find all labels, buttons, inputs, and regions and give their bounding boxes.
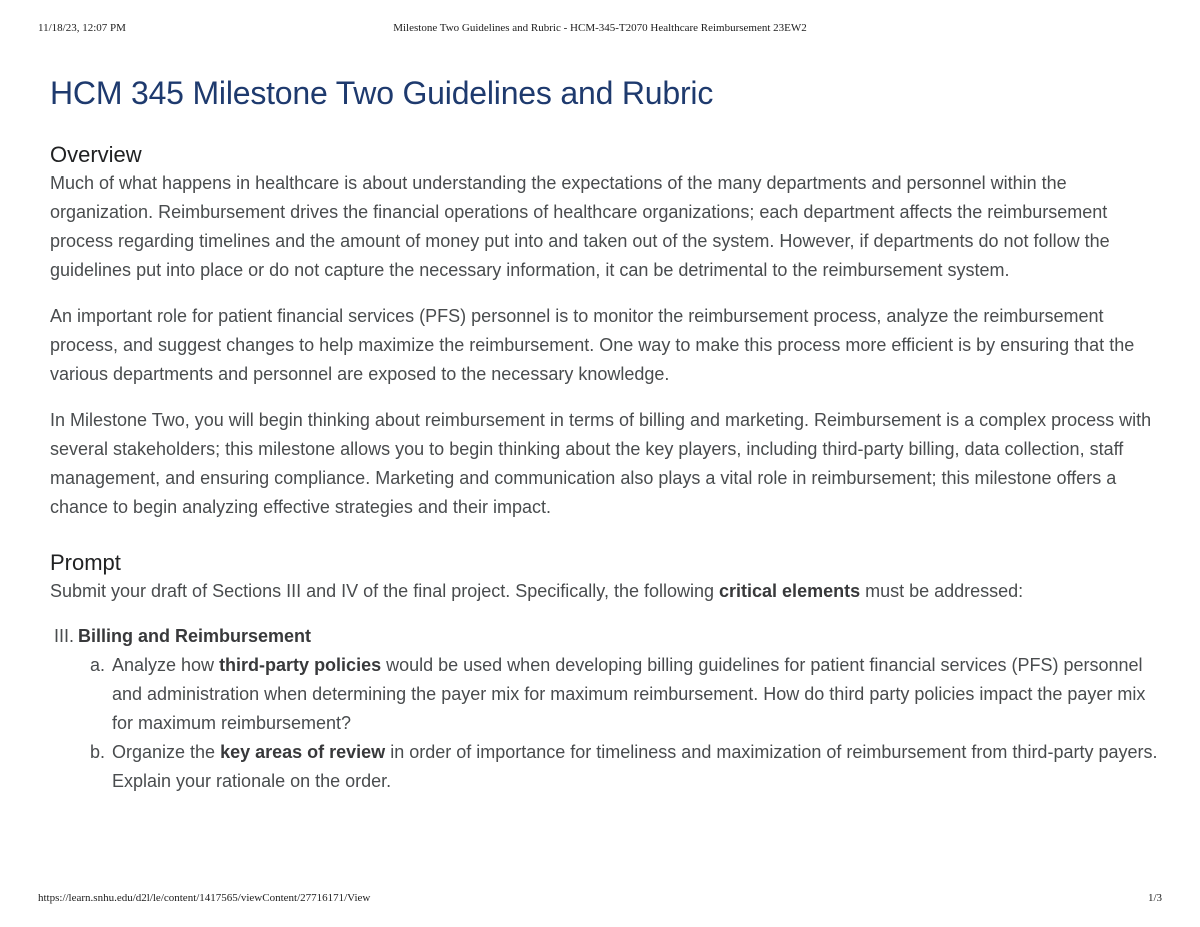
section-heading [54, 622, 1158, 651]
overview-paragraph-2: An important role for patient financial services (PFS) personnel is to monitor the reimbursement process, analyze the reimbursement process, and suggest changes to help maximize the reimbursement. One way to make this process more efficient is by ensuring that the various departments and personnel are exposed to the necessary knowledge. [50, 306, 1135, 384]
list-item-letter: a. [90, 655, 106, 675]
list-item-bold: third-party policies [219, 655, 382, 675]
prompt-heading: Prompt [50, 550, 121, 575]
overview-heading: Overview [50, 142, 142, 167]
section-number: III. [54, 626, 75, 646]
list-item-text-end: in order of importance for timeliness and maximization of reimbursement from third-party payers. Explain your rationale on the order. [112, 742, 1158, 791]
page-title: HCM 345 Milestone Two Guidelines and Rubric [50, 75, 714, 111]
overview-paragraph-3: In Milestone Two, you will begin thinking about reimbursement in terms of billing and marketing. Reimbursement is a complex process with several stakeholders; this milestone allows you to begin thinking about the key players, including third-party billing, data collection, staff management, and ensuring compliance. Marketing and communication also plays a vital role in reimbursement; this milestone offers a chance to begin analyzing effective strategies and their impact. [50, 410, 1152, 517]
print-footer [38, 892, 1162, 906]
overview-paragraph-1: Much of what happens in healthcare is about understanding the expectations of the many departments and personnel within the organization. Reimbursement drives the financial operations of healthcare organizations; each department affects the reimbursement process regarding timelines and the amount of money put into and taken out of the system. However, if departments do not follow the guidelines put into place or do not capture the necessary information, it can be detrimental to the reimbursement system. [50, 173, 1110, 280]
prompt-intro-bold: critical elements [719, 581, 861, 601]
document-content [50, 72, 1158, 796]
list-item-text: Analyze how [112, 655, 220, 675]
section-billing-reimbursement [50, 622, 1158, 796]
page-number: 1/3 [1147, 892, 1162, 904]
list-item-text: Organize the [112, 742, 221, 762]
print-document-title: Milestone Two Guidelines and Rubric - HCM-345-T2070 Healthcare Reimbursement 23EW2 [393, 22, 807, 34]
critical-elements-list [54, 651, 1158, 796]
list-item-text-end: would be used when developing billing guidelines for patient financial services (PFS) personnel and administration when determining the payer mix for maximum reimbursement. How do third party policies impact the payer mix for maximum reimbursement? [112, 655, 1146, 733]
list-item [54, 738, 1158, 796]
prompt-intro-text-end: must be addressed: [860, 581, 1024, 601]
list-item-letter: b. [90, 742, 106, 762]
print-date: 11/18/23, 12:07 PM [38, 22, 126, 34]
section-title: Billing and Reimbursement [78, 626, 312, 646]
prompt-intro-text: Submit your draft of Sections III and IV of the final project. Specifically, the following [50, 581, 720, 601]
print-header [38, 22, 1162, 36]
prompt-intro [50, 577, 1158, 606]
print-url: https://learn.snhu.edu/d2l/le/content/1417565/viewContent/27716171/View [38, 892, 371, 904]
list-item [54, 651, 1158, 738]
list-item-bold: key areas of review [220, 742, 386, 762]
